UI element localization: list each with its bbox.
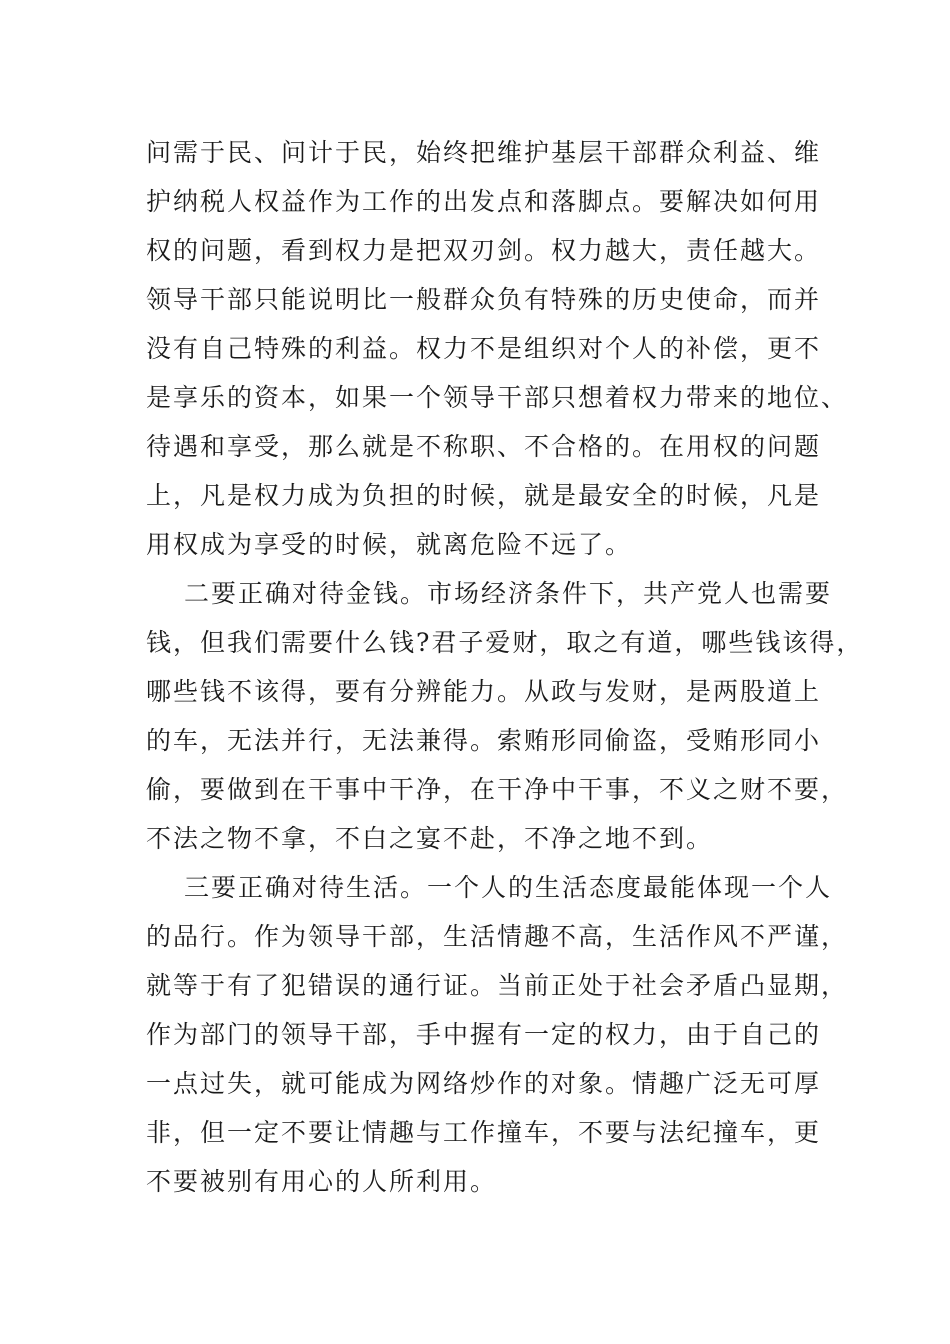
text-line: 不法之物不拿，不白之宴不赴，不净之地不到。 [146,824,714,853]
text-line: 一点过失，就可能成为网络炒作的对象。情趣广泛无可厚 [146,1069,822,1098]
text-line: 哪些钱不该得，要有分辨能力。从政与发财，是两股道上 [146,677,822,706]
text-line: 的车，无法并行，无法兼得。索贿形同偷盗，受贿形同小 [146,726,822,755]
text-line: 权的问题，看到权力是把双刃剑。权力越大，责任越大。 [146,236,822,265]
text-line: 没有自己特殊的利益。权力不是组织对个人的补偿，更不 [146,334,822,363]
text-line: 上，凡是权力成为负担的时候，就是最安全的时候，凡是 [146,481,822,510]
text-line: 非，但一定不要让情趣与工作撞车，不要与法纪撞车，更 [146,1118,822,1147]
body-text [146,128,864,1206]
text-line: 护纳税人权益作为工作的出发点和落脚点。要解决如何用 [146,187,822,216]
text-line: 是享乐的资本，如果一个领导干部只想着权力带来的地位、 [146,383,849,412]
text-line: 作为部门的领导干部，手中握有一定的权力，由于自己的 [146,1020,822,1049]
text-line: 就等于有了犯错误的通行证。当前正处于社会矛盾凸显期， [146,971,849,1000]
text-line: 不要被别有用心的人所利用。 [146,1167,498,1196]
text-line: 钱，但我们需要什么钱?君子爱财，取之有道，哪些钱该得， [146,628,864,657]
text-line: 问需于民、问计于民，始终把维护基层干部群众利益、维 [146,138,822,167]
text-line: 待遇和享受，那么就是不称职、不合格的。在用权的问题 [146,432,822,461]
text-line: 领导干部只能说明比一般群众负有特殊的历史使命，而并 [146,285,822,314]
text-line: 用权成为享受的时候，就离危险不远了。 [146,530,633,559]
paragraph-start-line: 三要正确对待生活。一个人的生活态度最能体现一个人 [184,873,833,902]
text-line: 偷，要做到在干事中干净，在干净中干事，不义之财不要， [146,775,849,804]
paragraph-start-line: 二要正确对待金钱。市场经济条件下，共产党人也需要 [184,579,833,608]
text-line: 的品行。作为领导干部，生活情趣不高，生活作风不严谨， [146,922,849,951]
